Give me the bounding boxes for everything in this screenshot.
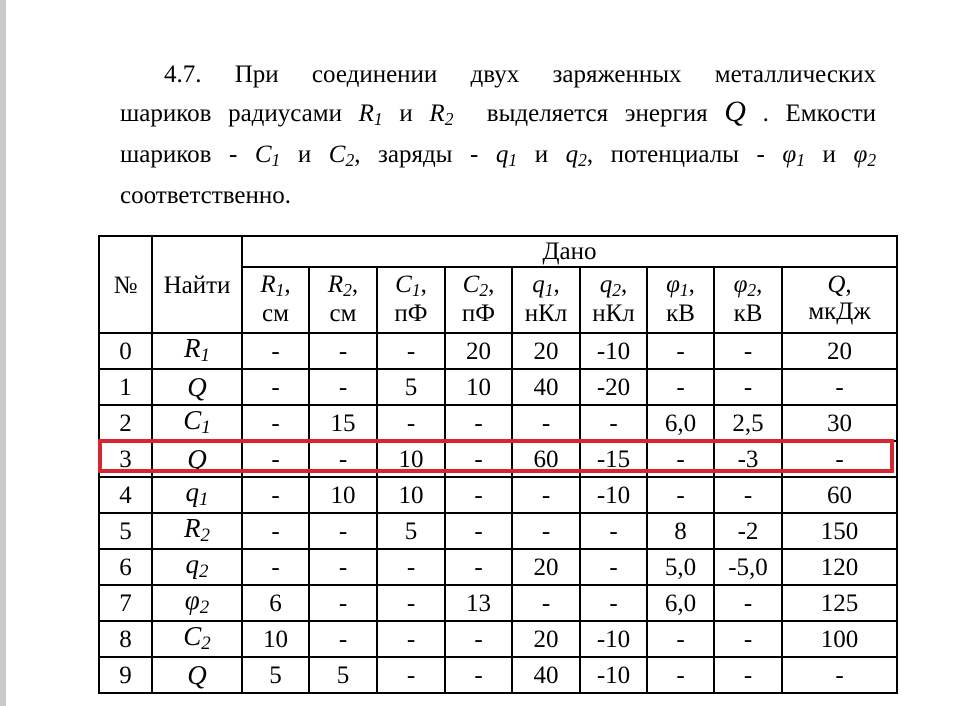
row-value: -: [242, 369, 309, 405]
symbol-Q: Q: [724, 94, 746, 128]
row-number: 5: [99, 513, 152, 549]
row-number: 9: [99, 657, 152, 693]
header-Q: Q, мкДж: [782, 267, 897, 333]
header-C2: $C_2$, пФ: [445, 267, 512, 333]
header-q1: $q_1$, нКл: [512, 267, 580, 333]
row-value: -: [377, 585, 445, 621]
row-number: 4: [99, 477, 152, 513]
row-value: 10: [445, 369, 512, 405]
row-value: -: [242, 333, 309, 369]
row-value: -: [242, 549, 309, 585]
row-value: -: [445, 513, 512, 549]
row-value: -: [445, 441, 512, 477]
row-value: -: [377, 405, 445, 441]
row-value: -: [512, 585, 580, 621]
highlight-row-3-frame: [98, 439, 894, 473]
problem-statement: [120, 57, 876, 215]
symbol-C2: $C_2$: [328, 140, 355, 170]
row-value: 150: [782, 513, 897, 549]
row-value: -10: [580, 657, 647, 693]
row-value: 2,5: [714, 405, 782, 441]
row-number: 6: [99, 549, 152, 585]
row-value: -: [647, 441, 714, 477]
problem-line-2: шариков радиусами $R_1$ и $R_2$ выделяется энергия Q . Емкости: [120, 94, 877, 129]
row-value: 20: [445, 333, 512, 369]
row-value: 100: [782, 621, 897, 657]
row-value: 6,0: [647, 405, 714, 441]
row-find: $R_2$: [152, 513, 242, 549]
row-value: 5: [377, 369, 445, 405]
row-value: -: [782, 369, 897, 405]
row-value: -: [445, 405, 512, 441]
row-value: -: [512, 477, 580, 513]
row-value: -15: [580, 441, 647, 477]
table-row: [99, 585, 897, 621]
row-value: -: [377, 657, 445, 693]
header-q2: $q_2$, нКл: [580, 267, 647, 333]
row-value: -: [309, 441, 377, 477]
row-value: -: [445, 477, 512, 513]
row-value: -: [714, 333, 782, 369]
problem-number: 4.7.: [164, 61, 202, 88]
row-value: -: [242, 513, 309, 549]
row-value: 40: [512, 657, 580, 693]
header-C1: $C_1$, пФ: [377, 267, 445, 333]
table-row: [99, 477, 897, 513]
row-value: 20: [512, 549, 580, 585]
row-value: -: [714, 657, 782, 693]
row-value: -: [309, 369, 377, 405]
row-value: -20: [580, 369, 647, 405]
row-value: -: [580, 513, 647, 549]
row-value: 10: [377, 441, 445, 477]
row-value: 30: [782, 405, 897, 441]
table-row: [99, 549, 897, 585]
row-find: $q_2$: [152, 549, 242, 585]
row-number: 2: [99, 405, 152, 441]
row-value: -: [714, 477, 782, 513]
row-value: -: [647, 333, 714, 369]
row-value: -: [309, 549, 377, 585]
row-value: 6: [242, 585, 309, 621]
row-value: -: [445, 657, 512, 693]
row-value: -: [714, 621, 782, 657]
table-row: [99, 657, 897, 693]
row-value: 20: [512, 333, 580, 369]
row-value: 5: [309, 657, 377, 693]
row-value: 20: [512, 621, 580, 657]
symbol-phi2: $\varphi_2$: [853, 140, 877, 170]
row-value: 5,0: [647, 549, 714, 585]
row-value: 6,0: [647, 585, 714, 621]
page-edge: [0, 0, 6, 706]
row-value: 10: [242, 621, 309, 657]
row-value: -: [445, 549, 512, 585]
row-value: 125: [782, 585, 897, 621]
header-phi1: $\varphi_1$, кВ: [647, 267, 714, 333]
table-row: [99, 333, 897, 369]
row-value: -5,0: [714, 549, 782, 585]
row-value: -: [242, 441, 309, 477]
row-find: $q_1$: [152, 477, 242, 513]
row-value: 60: [512, 441, 580, 477]
row-value: -: [309, 621, 377, 657]
row-value: -: [782, 441, 897, 477]
row-value: -: [580, 549, 647, 585]
row-value: -10: [580, 477, 647, 513]
row-value: 60: [782, 477, 897, 513]
row-value: 10: [377, 477, 445, 513]
row-number: 1: [99, 369, 152, 405]
row-number: 0: [99, 333, 152, 369]
row-value: -: [714, 585, 782, 621]
row-find: $\varphi_2$: [152, 585, 242, 621]
row-find: $C_2$: [152, 621, 242, 657]
row-value: -2: [714, 513, 782, 549]
row-value: -: [782, 657, 897, 693]
row-find: Q: [152, 657, 242, 693]
header-R1: $R_1$, см: [242, 267, 309, 333]
row-find: Q: [152, 369, 242, 405]
row-value: -: [580, 585, 647, 621]
row-value: 120: [782, 549, 897, 585]
table-row: [99, 405, 897, 441]
row-value: -: [580, 405, 647, 441]
symbol-C1: $C_1$: [254, 140, 281, 170]
row-value: -: [377, 549, 445, 585]
row-value: -3: [714, 441, 782, 477]
row-value: 10: [309, 477, 377, 513]
row-value: -: [242, 405, 309, 441]
header-given: Дано: [242, 236, 897, 267]
row-value: -10: [580, 333, 647, 369]
row-number: 8: [99, 621, 152, 657]
problem-line-1: 4.7. При соединении двух заряженных металлических: [164, 61, 876, 88]
header-R2: $R_2$, см: [309, 267, 377, 333]
row-find: Q: [152, 441, 242, 477]
row-find: $C_1$: [152, 405, 242, 441]
row-value: 20: [782, 333, 897, 369]
row-value: -: [377, 621, 445, 657]
row-value: 40: [512, 369, 580, 405]
row-value: -: [647, 621, 714, 657]
header-phi2: $\varphi_2$, кВ: [714, 267, 782, 333]
table-row: [99, 621, 897, 657]
problem-line-3: шариков - $C_1$ и $C_2$, заряды - $q_1$ и $q_2$, потенциалы - $\varphi_1$ и $\varphi_2$: [120, 140, 877, 170]
row-value: -: [647, 369, 714, 405]
row-value: -: [377, 333, 445, 369]
row-value: -: [309, 333, 377, 369]
row-value: -: [714, 369, 782, 405]
row-value: -: [309, 513, 377, 549]
row-value: -: [445, 621, 512, 657]
symbol-q2: $q_2$: [565, 140, 587, 170]
row-value: 5: [242, 657, 309, 693]
row-value: 15: [309, 405, 377, 441]
symbol-phi1: $\varphi_1$: [782, 140, 805, 170]
row-find: $R_1$: [152, 333, 242, 369]
row-value: -: [647, 477, 714, 513]
row-value: -: [512, 405, 580, 441]
symbol-R1: $R_1$: [358, 99, 383, 129]
symbol-q1: $q_1$: [495, 140, 518, 170]
symbol-R2: $R_2$: [429, 99, 454, 129]
table-row: [99, 369, 897, 405]
header-number: №: [99, 236, 152, 333]
row-value: -: [647, 657, 714, 693]
row-value: 13: [445, 585, 512, 621]
row-value: -: [512, 513, 580, 549]
row-number: 7: [99, 585, 152, 621]
row-value: -10: [580, 621, 647, 657]
row-value: 5: [377, 513, 445, 549]
row-number: 3: [99, 441, 152, 477]
table-row: [99, 513, 897, 549]
row-value: -: [309, 585, 377, 621]
header-find: Найти: [152, 236, 242, 333]
row-value: -: [242, 477, 309, 513]
row-value: 8: [647, 513, 714, 549]
problem-line-4: соответственно.: [120, 182, 291, 210]
